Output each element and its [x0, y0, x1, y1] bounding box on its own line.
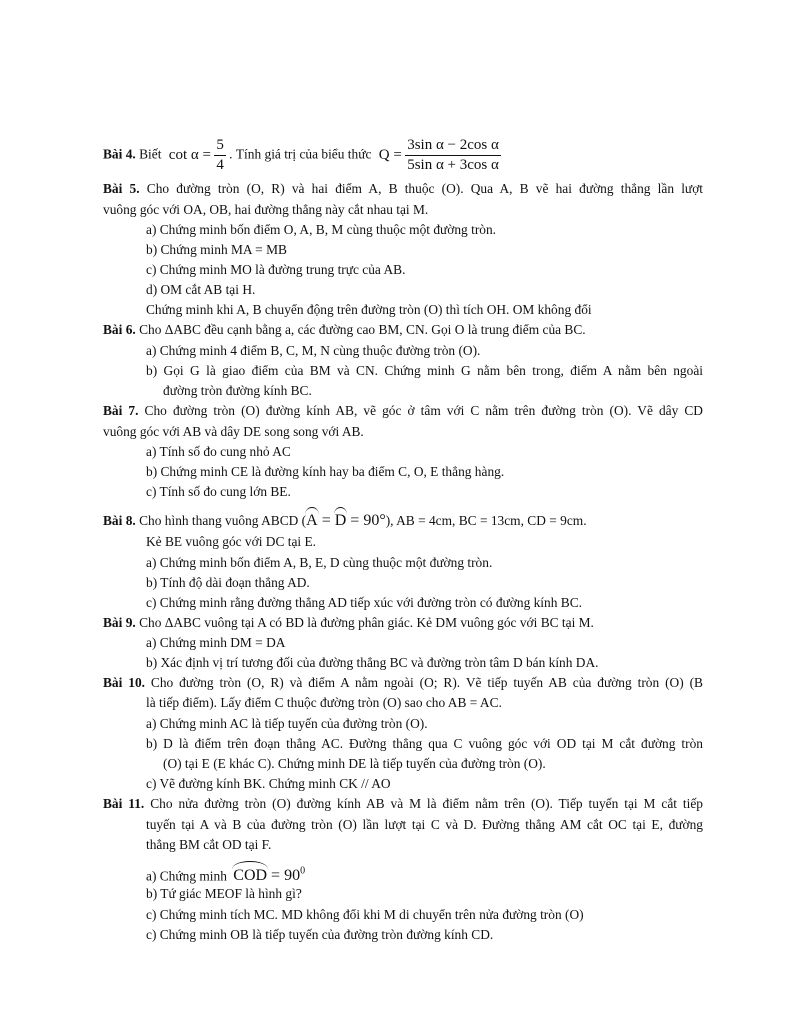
- problem-11-part-a-text: a) Chứng minh: [146, 868, 227, 884]
- problem-6-text-1: Cho ΔABC đều cạnh bằng a, các đường cao BM, CN. Gọi O là trung điểm của BC.: [139, 322, 586, 337]
- problem-11-line-2: tuyến tại A và B của đường tròn (O) lần lượt tại C và D. Đường thẳng AM cắt OC tại E, đường: [146, 817, 703, 832]
- problem-5-part-d: d) OM cắt AB tại H.: [146, 282, 256, 297]
- problem-10-part-c: c) Vẽ đường kính BK. Chứng minh CK // AO: [146, 776, 391, 791]
- problem-9-line-1: [103, 615, 594, 631]
- problem-8-part-a: a) Chứng minh bốn điểm A, B, E, D cùng thuộc một đường tròn.: [146, 555, 493, 570]
- problem-11-part-d: c) Chứng minh OB là tiếp tuyến của đường tròn đường kính CD.: [146, 927, 494, 942]
- problem-8-line-1: [103, 512, 587, 530]
- problem-9-part-a: a) Chứng minh DM = DA: [146, 635, 286, 650]
- problem-10-line-1: [103, 675, 703, 691]
- problem-10-part-b-1: b) D là điểm trên đoạn thẳng AC. Đường thẳng qua C vuông góc với OD tại M cắt đường tròn: [146, 736, 703, 751]
- problem-5-part-c: c) Chứng minh MO là đường trung trực của AB.: [146, 262, 406, 277]
- problem-5-part-e: Chứng minh khi A, B chuyển động trên đường tròn (O) thì tích OH. OM không đổi: [146, 302, 592, 317]
- q-lhs: Q =: [378, 146, 402, 163]
- problem-8-part-c: c) Chứng minh rằng đường thẳng AD tiếp xúc với đường tròn có đường kính BC.: [146, 595, 582, 610]
- problem-8-line-2: Kẻ BE vuông góc với DC tại E.: [146, 534, 316, 549]
- cot-fraction: [214, 136, 226, 175]
- problem-10-part-b-2: (O) tại E (E khác C). Chứng minh DE là tiếp tuyến của đường tròn (O).: [163, 756, 546, 771]
- problem-11-line-1: [103, 796, 703, 812]
- problem-6-part-b-1: b) Gọi G là giao điểm của BM và CN. Chứng minh G nằm bên trong, điểm A nằm bên ngoài: [146, 363, 703, 378]
- problem-11-label: Bài 11.: [103, 796, 145, 811]
- problem-10-part-a: a) Chứng minh AC là tiếp tuyến của đường tròn (O).: [146, 716, 428, 731]
- cot-denominator: 4: [216, 157, 224, 173]
- angle-cod-eq: = 90: [267, 867, 301, 885]
- problem-6-part-a: a) Chứng minh 4 điểm B, C, M, N cùng thuộc đường tròn (O).: [146, 343, 481, 358]
- problem-11-part-c: c) Chứng minh tích MC. MD không đổi khi M di chuyển trên nửa đường tròn (O): [146, 907, 584, 922]
- problem-9-text-1: Cho ΔABC vuông tại A có BD là đường phân giác. Kẻ DM vuông góc với BC tại M.: [139, 615, 594, 630]
- problem-10-text-1: Cho đường tròn (O, R) và điểm A nằm ngoài (O; R). Vẽ tiếp tuyến AB của đường tròn (O) (B: [150, 675, 703, 690]
- problem-11-part-b: b) Tứ giác MEOF là hình gì?: [146, 886, 302, 901]
- angle-eq-2: = 90°: [346, 512, 386, 529]
- angle-eq-1: =: [317, 512, 335, 529]
- problem-5-label: Bài 5.: [103, 181, 140, 196]
- problem-7-line-1: [103, 403, 703, 419]
- problem-8-text-1: Cho hình thang vuông ABCD (: [139, 513, 307, 528]
- problem-7-part-c: c) Tính số đo cung lớn BE.: [146, 484, 291, 499]
- problem-6-label: Bài 6.: [103, 322, 136, 337]
- problem-6-part-b-2: đường tròn đường kính BC.: [163, 383, 312, 398]
- problem-7-label: Bài 7.: [103, 403, 139, 418]
- q-numerator: 3sin α − 2cos α: [405, 136, 501, 156]
- problem-8-label: Bài 8.: [103, 513, 136, 528]
- angle-cod-degree: 0: [300, 866, 306, 877]
- problem-9-label: Bài 9.: [103, 615, 136, 630]
- angle-a: A: [306, 512, 318, 529]
- q-fraction: [405, 136, 501, 175]
- problem-4-text-2: . Tính giá trị của biểu thức: [229, 146, 372, 162]
- problem-6-line-1: [103, 322, 586, 338]
- problem-5-part-b: b) Chứng minh MA = MB: [146, 242, 287, 257]
- angle-equation: [306, 512, 386, 529]
- problem-5-line-1: [103, 181, 703, 197]
- problem-8-text-2: ), AB = 4cm, BC = 13cm, CD = 9cm.: [385, 513, 587, 528]
- problem-7-text-1: Cho đường tròn (O) đường kính AB, vẽ góc ở tâm với C nằm trên đường tròn (O). Vẽ dây CD: [144, 403, 703, 418]
- problem-5-part-a: a) Chứng minh bốn điểm O, A, B, M cùng thuộc một đường tròn.: [146, 222, 497, 237]
- problem-7-part-b: b) Chứng minh CE là đường kính hay ba điểm C, O, E thẳng hàng.: [146, 464, 505, 479]
- problem-5-line-2: vuông góc với OA, OB, hai đường thẳng này cắt nhau tại M.: [103, 202, 429, 217]
- cot-lhs: cot α =: [168, 146, 211, 163]
- problem-10-line-2: là tiếp điểm). Lấy điểm C thuộc đường tròn (O) sao cho AB = AC.: [146, 695, 502, 710]
- problem-8-part-b: b) Tính độ dài đoạn thẳng AD.: [146, 575, 310, 590]
- cot-numerator: 5: [214, 136, 226, 156]
- problem-5-text-1: Cho đường tròn (O, R) và hai điểm A, B thuộc (O). Qua A, B vẽ hai đường thẳng lần lượt: [146, 181, 703, 196]
- q-denominator: 5sin α + 3cos α: [407, 157, 499, 173]
- problem-7-part-a: a) Tính số đo cung nhỏ AC: [146, 444, 291, 459]
- problem-10-label: Bài 10.: [103, 675, 145, 690]
- problem-7-line-2: vuông góc với AB và dây DE song song với AB.: [103, 424, 364, 439]
- problem-4-label: Bài 4.: [103, 146, 136, 162]
- problem-4-text-1: Biết: [139, 146, 162, 162]
- problem-11-text-1: Cho nửa đường tròn (O) đường kính AB và M là điểm nằm trên (O). Tiếp tuyến tại M cắt tiếp: [150, 796, 703, 811]
- angle-cod-equation: [233, 867, 305, 884]
- problem-11-line-3: thẳng BM cắt OD tại F.: [146, 837, 272, 852]
- angle-d: D: [334, 512, 347, 529]
- problem-4: [103, 136, 501, 175]
- problem-9-part-b: b) Xác định vị trí tương đối của đường thẳng BC và đường tròn tâm D bán kính DA.: [146, 655, 599, 670]
- problem-11-part-a: [146, 862, 305, 886]
- angle-cod: COD: [233, 867, 268, 885]
